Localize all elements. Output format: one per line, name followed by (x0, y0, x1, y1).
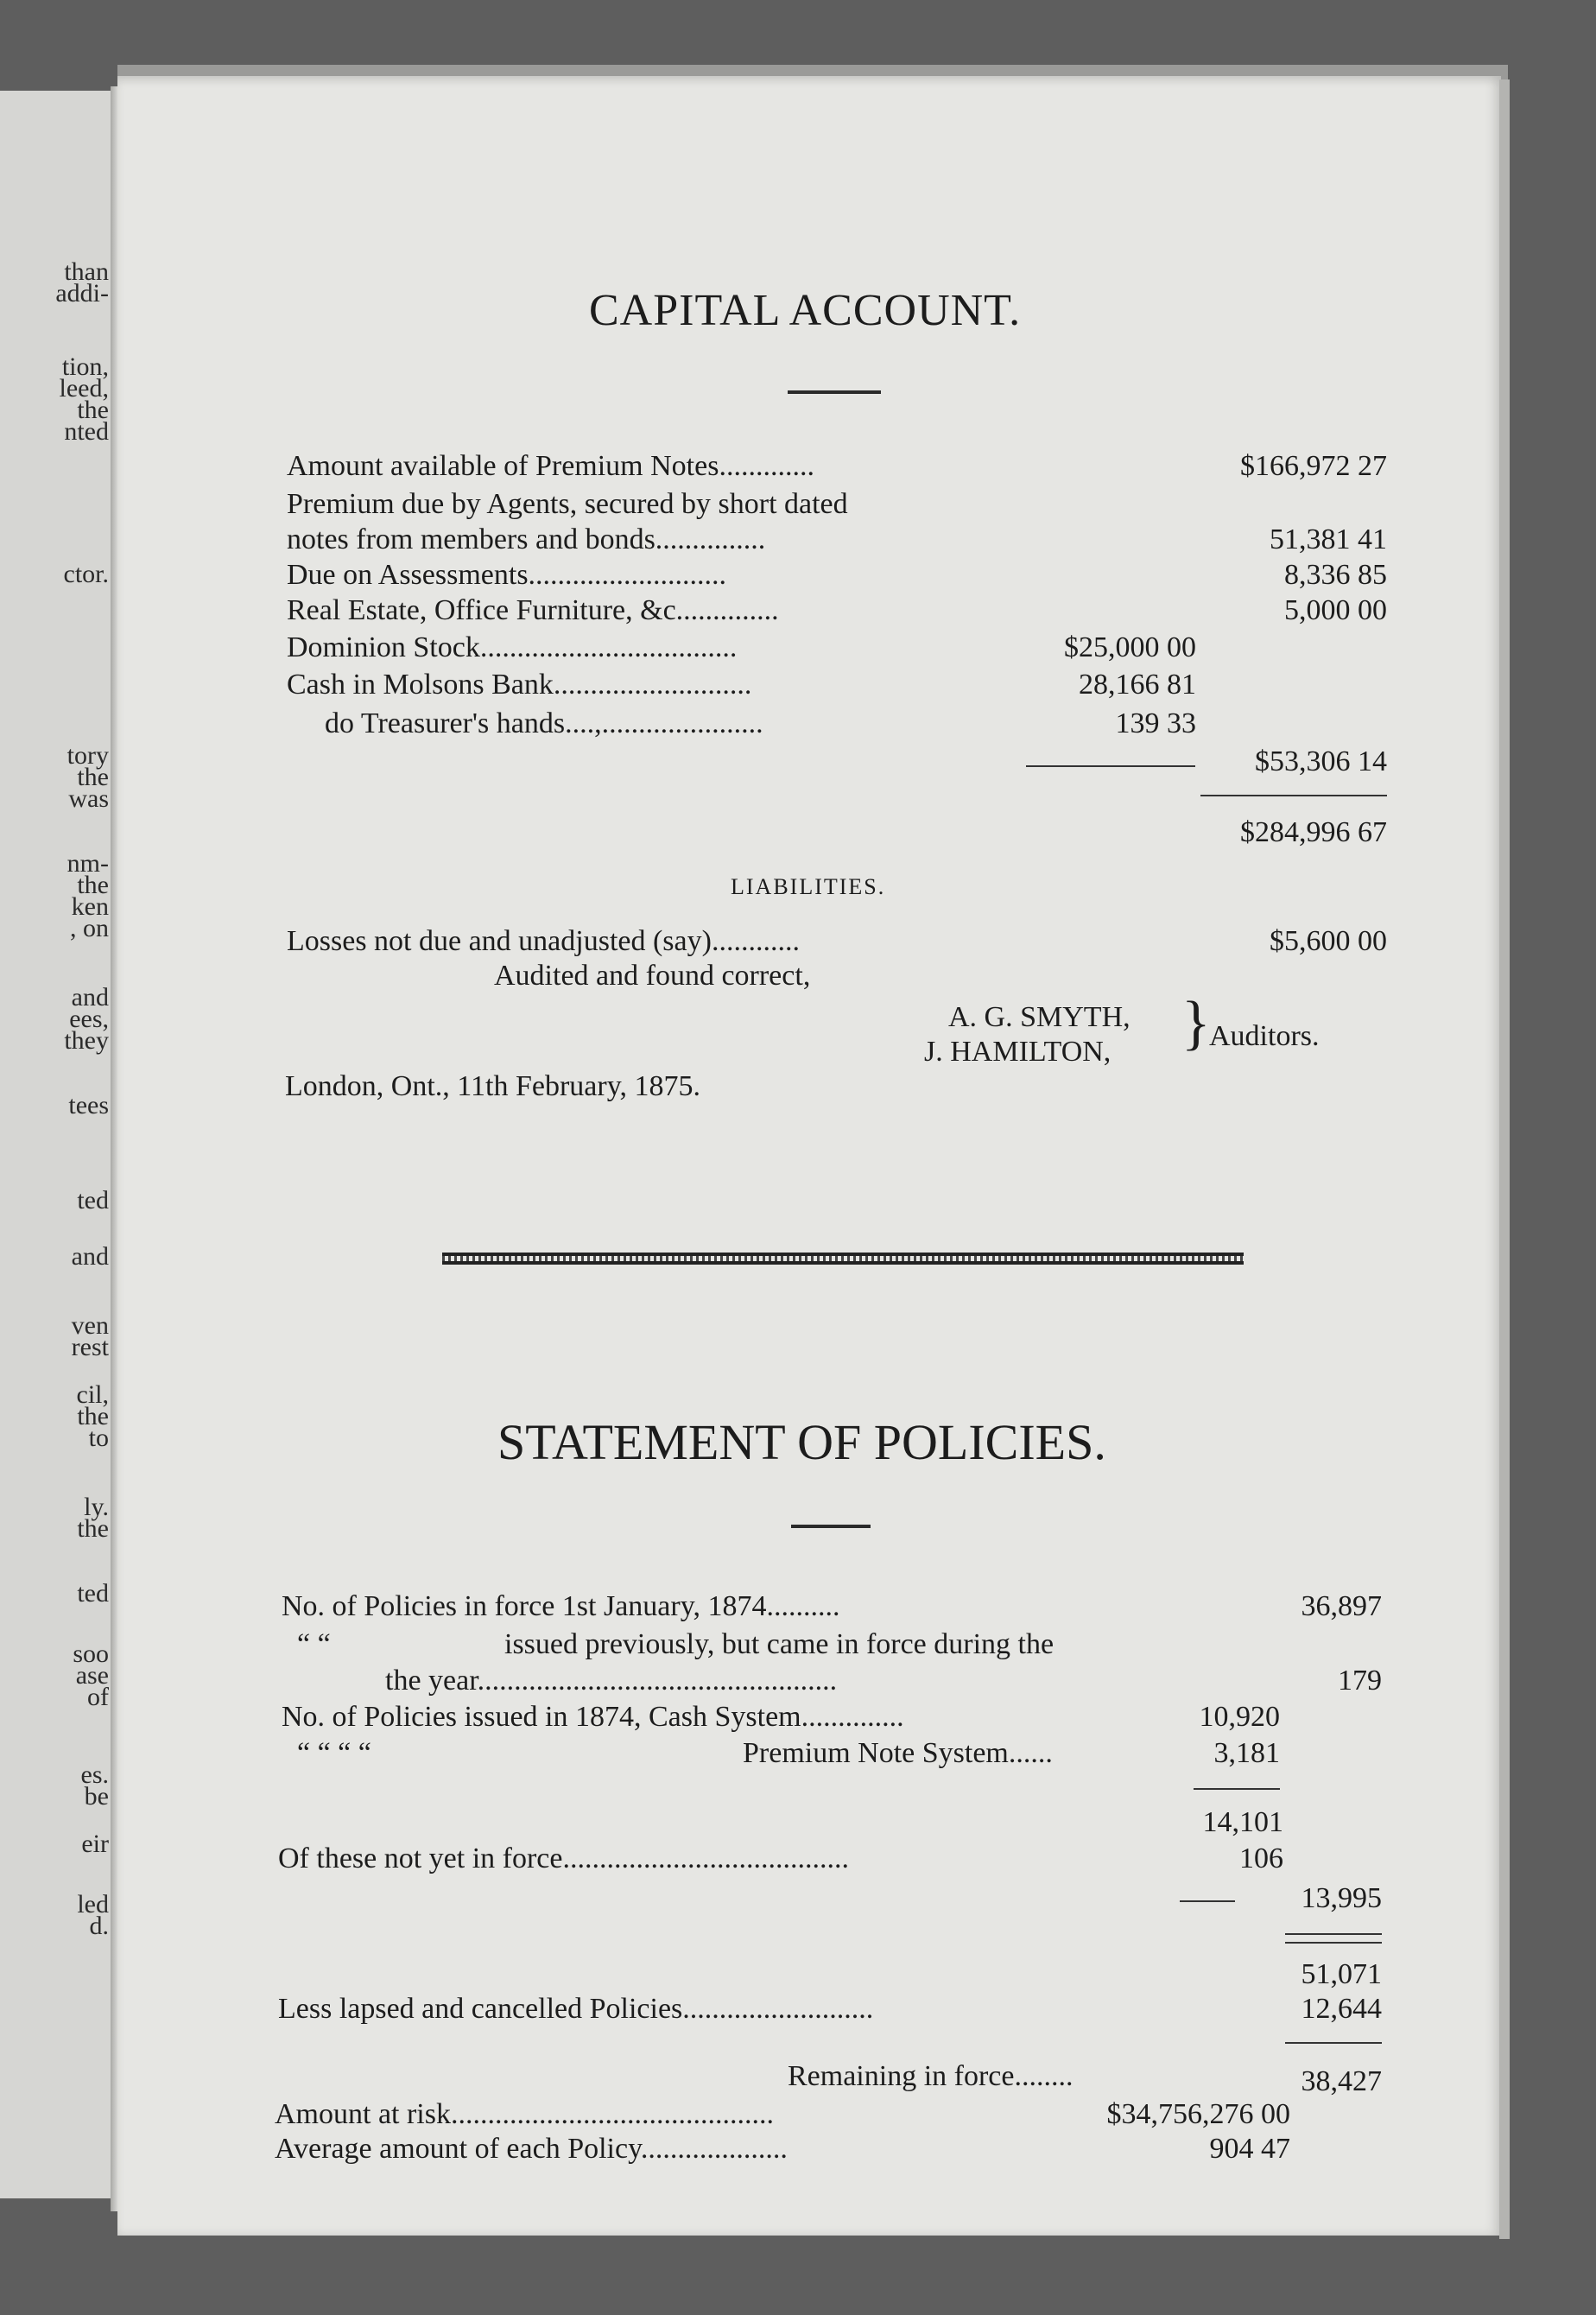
left-page-text-fragment: leed, (59, 374, 109, 403)
left-page-text-fragment: d. (89, 1912, 109, 1940)
left-page-text-fragment: ken (71, 892, 109, 921)
remaining-label: Remaining in force........ (788, 2060, 1074, 2092)
page-right-edge (1499, 79, 1510, 2239)
capital-row-subvalue: 28,166 81 (1079, 669, 1196, 701)
section-divider (442, 1253, 1244, 1265)
left-page-text-fragment: nted (64, 417, 109, 446)
capital-row-label: Cash in Molsons Bank........................... (287, 669, 752, 701)
capital-row-value: $166,972 27 (1240, 450, 1387, 482)
left-page-text-fragment: they (64, 1026, 109, 1055)
policy-row-total: 13,995 (1301, 1882, 1382, 1914)
capital-row-label: Due on Assessments........................... (287, 559, 727, 591)
risk-value: $34,756,276 00 (1106, 2098, 1290, 2130)
left-page-text-fragment: the (77, 1514, 109, 1543)
left-page-text-fragment: was (68, 784, 109, 813)
policy-sum: 14,101 (1202, 1806, 1283, 1838)
title-rule (791, 1525, 871, 1528)
capital-row-value: 8,336 85 (1284, 559, 1387, 591)
capital-row-subvalue: $25,000 00 (1064, 631, 1196, 663)
policy-row-subvalue: 3,181 (1213, 1737, 1280, 1769)
policy-row-value: 179 (1338, 1665, 1382, 1697)
left-page-text-fragment: tion, (61, 352, 109, 381)
policy-row-subvalue: 10,920 (1199, 1701, 1280, 1733)
left-page-text-fragment: ted (77, 1579, 109, 1608)
left-page-text-fragment: soo (73, 1640, 109, 1668)
auditor-name: J. HAMILTON, (924, 1036, 1112, 1068)
left-page-text-fragment: tory (66, 741, 109, 770)
audited-text: Audited and found correct, (494, 960, 811, 992)
left-page-text-fragment: to (88, 1424, 109, 1452)
liabilities-heading: LIABILITIES. (731, 874, 886, 899)
sum-rule (1285, 1933, 1382, 1935)
capital-row-value: 51,381 41 (1270, 523, 1387, 555)
policy-row-label: Premium Note System...... (743, 1737, 1053, 1769)
sum-rule (1194, 1788, 1280, 1790)
avg-label: Average amount of each Policy.................... (275, 2133, 788, 2165)
sum-rule (1285, 1942, 1382, 1944)
left-page-text-fragment: ted (77, 1186, 109, 1215)
policy-row-value: 12,644 (1301, 1993, 1382, 2025)
left-page-text-fragment: eir (81, 1830, 109, 1858)
left-page-text-fragment: rest (71, 1333, 109, 1361)
left-page-text-fragment: the (77, 763, 109, 791)
auditor-name: A. G. SMYTH, (948, 1001, 1130, 1033)
avg-value: 904 47 (1209, 2133, 1290, 2165)
left-page-text-fragment: the (77, 396, 109, 424)
left-page-text-fragment: and (71, 983, 109, 1012)
capital-row-label: do Treasurer's hands....,...................... (325, 707, 763, 739)
policy-row-value: 36,897 (1301, 1590, 1382, 1622)
policy-sum: 51,071 (1301, 1958, 1382, 1990)
left-page-text-fragment: es. (80, 1760, 109, 1789)
left-page-edge (0, 91, 114, 2198)
remaining-value: 38,427 (1301, 2065, 1382, 2097)
policy-row-subvalue: 106 (1239, 1842, 1283, 1874)
auditors-label: Auditors. (1209, 1020, 1320, 1052)
left-page-text-fragment: , on (70, 914, 109, 942)
subtotal-rule (1026, 765, 1195, 767)
risk-label: Amount at risk............................................ (275, 2098, 774, 2130)
policy-row-label: Of these not yet in force....................................... (278, 1842, 849, 1874)
capital-row-subvalue: 139 33 (1115, 707, 1196, 739)
title-rule (788, 390, 881, 394)
capital-row-label: Amount available of Premium Notes............. (287, 450, 814, 482)
left-page-text-fragment: nm- (66, 849, 109, 878)
left-page-text-fragment: the (77, 1402, 109, 1430)
sum-rule (1285, 2042, 1382, 2044)
place-date: London, Ont., 11th February, 1875. (285, 1070, 700, 1102)
policy-row-label: No. of Policies issued in 1874, Cash System.............. (282, 1701, 904, 1733)
left-page-text-fragment: ees, (69, 1005, 109, 1033)
capital-row-value: 5,000 00 (1284, 594, 1387, 626)
capital-row-label: Premium due by Agents, secured by short dated (287, 488, 848, 520)
liability-label: Losses not due and unadjusted (say)............ (287, 925, 800, 957)
brace-glyph: } (1181, 990, 1211, 1056)
left-page-text-fragment: the (77, 871, 109, 899)
left-page-text-fragment: ase (75, 1661, 109, 1690)
left-page-text-fragment: addi- (55, 279, 109, 308)
left-page-text-fragment: led (77, 1890, 109, 1919)
left-page-text-fragment: ly. (84, 1493, 109, 1521)
policy-row-label: issued previously, but came in force during the (504, 1628, 1054, 1660)
left-page-text-fragment: cil, (76, 1380, 109, 1409)
left-page-text-fragment: of (87, 1683, 109, 1711)
left-page-text-fragment: ven (71, 1311, 109, 1340)
left-page-text-fragment: and (71, 1242, 109, 1271)
policy-row-label: Less lapsed and cancelled Policies.......................... (278, 1993, 874, 2025)
capital-row-label: Real Estate, Office Furniture, &c.............. (287, 594, 779, 626)
left-page-text-fragment: be (84, 1782, 109, 1811)
capital-total: $284,996 67 (1240, 816, 1387, 848)
policies-title: STATEMENT OF POLICIES. (497, 1414, 1106, 1470)
total-rule (1200, 795, 1387, 796)
ditto-marks: “ “ (297, 1628, 331, 1660)
policy-row-label: No. of Policies in force 1st January, 1874.......... (282, 1590, 840, 1622)
ditto-marks: “ “ “ “ (297, 1737, 371, 1769)
capital-row-label: notes from members and bonds............... (287, 523, 766, 555)
policy-row-label: the year................................................. (385, 1665, 838, 1697)
capital-account-title: CAPITAL ACCOUNT. (589, 286, 1022, 335)
left-page-text-fragment: than (64, 257, 109, 286)
left-page-text-fragment: ctor. (63, 560, 109, 588)
liability-value: $5,600 00 (1270, 925, 1387, 957)
capital-row-label: Dominion Stock................................... (287, 631, 738, 663)
left-page-text-fragment: tees (68, 1091, 109, 1119)
capital-subtotal: $53,306 14 (1255, 745, 1387, 777)
